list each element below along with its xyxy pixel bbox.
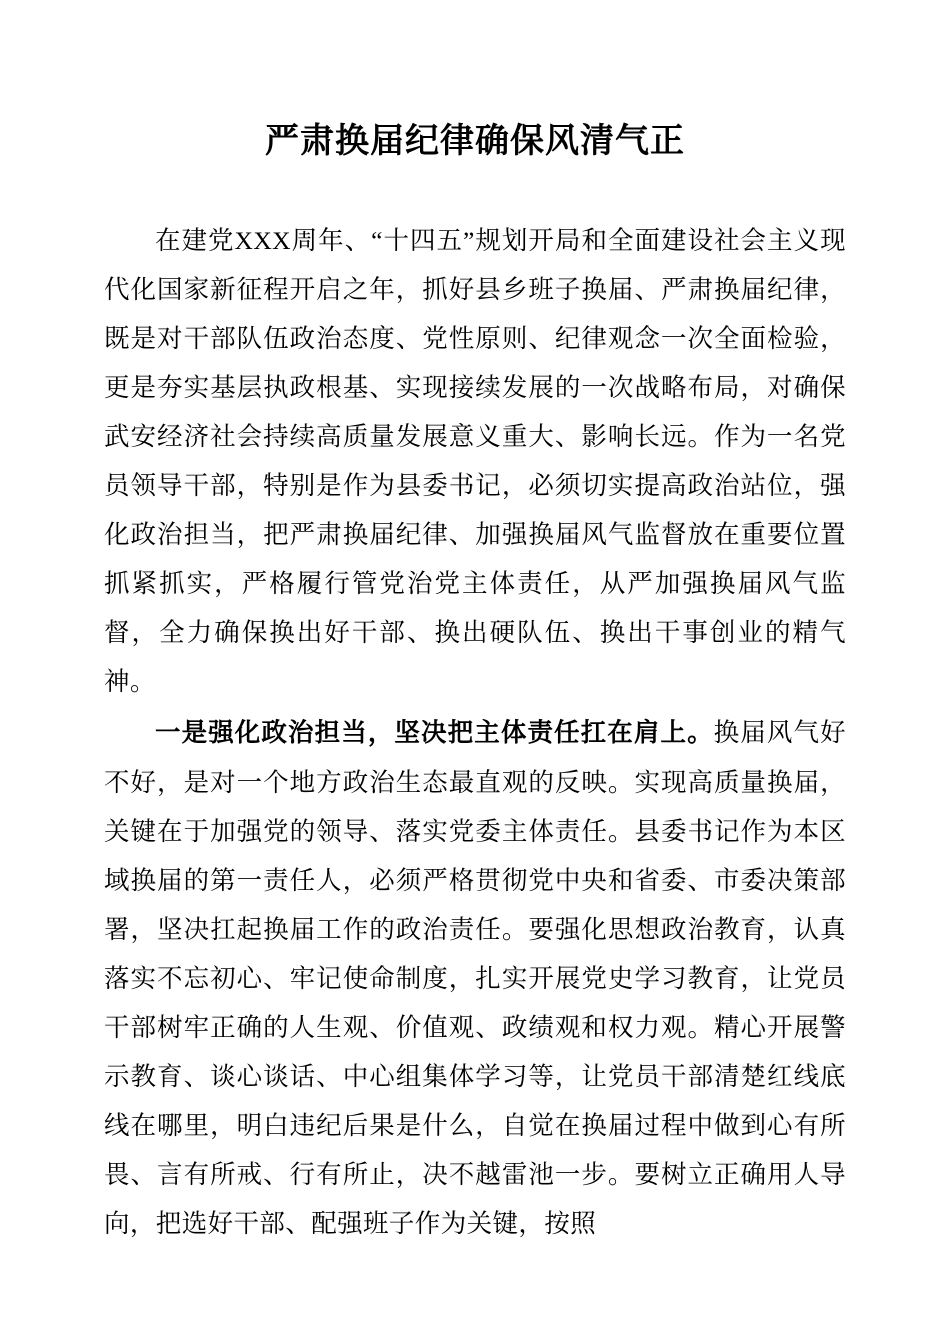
paragraph-2 <box>104 708 846 1248</box>
paragraph-1-text: 在建党XXX周年、“十四五”规划开局和全面建设社会主义现代化国家新征程开启之年，抓好县乡班子换届、严肃换届纪律，既是对干部队伍政治态度、党性原则、纪律观念一次全面检验，更是夯实基层执政根基、实现接续发展的一次战略布局，对确保武安经济社会持续高质量发展意义重大、影响长远。作为一名党员领导干部，特别是作为县委书记，必须切实提高政治站位，强化政治担当，把严肃换届纪律、加强换届风气监督放在重要位置抓紧抓实，严格履行管党治党主体责任，从严加强换届风气监督，全力确保换出好干部、换出硬队伍、换出干事创业的精气神。 <box>104 226 846 696</box>
document-body <box>104 216 846 1248</box>
paragraph-2-text: 换届风气好不好，是对一个地方政治生态最直观的反映。实现高质量换届，关键在于加强党的领导、落实党委主体责任。县委书记作为本区域换届的第一责任人，必须严格贯彻党中央和省委、市委决策部署，坚决扛起换届工作的政治责任。要强化思想政治教育，认真落实不忘初心、牢记使命制度，扎实开展党史学习教育，让党员干部树牢正确的人生观、价值观、政绩观和权力观。精心开展警示教育、谈心谈话、中心组集体学习等，让党员干部清楚红线底线在哪里，明白违纪后果是什么，自觉在换届过程中做到心有所畏、言有所戒、行有所止，决不越雷池一步。要树立正确用人导向，把选好干部、配强班子作为关键，按照 <box>104 718 846 1238</box>
page-title: 严肃换届纪律确保风清气正 <box>265 122 685 160</box>
paragraph-2-lead: 一是强化政治担当，坚决把主体责任扛在肩上。 <box>155 719 714 747</box>
paragraph-1 <box>104 216 846 706</box>
